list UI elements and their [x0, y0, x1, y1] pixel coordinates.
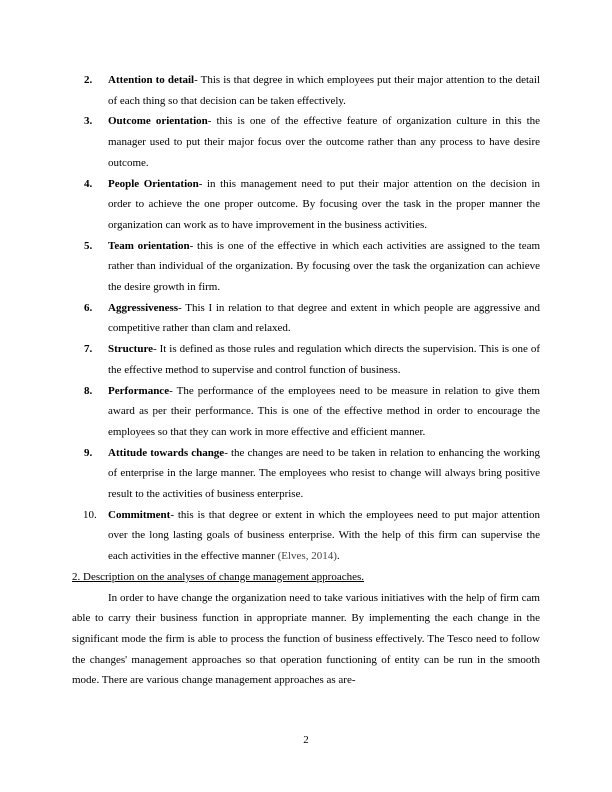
- list-item: [72, 174, 540, 236]
- list-item-text: - the changes are need to be taken in relation to enhancing the working of enterprise in the large manner. The employees who resist to change will always bring positive result to the activities of business enterprise.: [108, 446, 540, 501]
- list-item-number: 7.: [84, 343, 93, 356]
- list-item: [72, 381, 540, 443]
- list-item: [72, 443, 540, 505]
- list-item: [72, 111, 540, 173]
- list-item-term: Attention to detail: [108, 74, 195, 86]
- body-paragraph: In order to have change the organization need to take various initiatives with the help of firm cam able to carry their business function in appropriate manner. By implementing the each change in the significant mode the firm is able to process the function of business effectively. The Tesco need to follow the changes' management approaches so that operation functioning of entity can be run in the smooth mode. There are various change management approaches as are-: [72, 591, 540, 687]
- list-item-term: Team orientation: [108, 239, 190, 252]
- list-item: [72, 339, 540, 380]
- list-item-number: 8.: [84, 384, 93, 397]
- section-heading: 2. Description on the analyses of change management approaches.: [72, 570, 365, 583]
- list-item-number: 2.: [84, 74, 93, 86]
- list-item-number: 9.: [84, 446, 93, 459]
- list-item-number: 5.: [84, 239, 93, 252]
- list-item-trailing: .: [336, 550, 340, 563]
- document-page: [72, 70, 540, 691]
- list-item: [72, 298, 540, 339]
- list-item-number: 6.: [84, 301, 93, 314]
- page-number: 2: [303, 734, 309, 746]
- list-item-term: Outcome orientation: [108, 115, 208, 128]
- list-item-term: Commitment: [108, 508, 171, 521]
- list-item-term: Performance: [108, 384, 170, 397]
- list-item: [72, 236, 540, 298]
- list-item-number: 4.: [84, 177, 93, 190]
- list-item: [72, 70, 540, 111]
- list-item-term: Aggressiveness: [108, 301, 179, 314]
- list-item-text: - This is that degree in which employees put their major attention to the detail of each thing so that decision can be taken effectively.: [108, 74, 541, 107]
- list-item-number: 3.: [84, 115, 93, 128]
- list-item: [72, 505, 540, 567]
- citation: (Elves, 2014): [277, 550, 337, 563]
- list-item-text: - The performance of the employees need to be measure in relation to give them award as per their performance. This is one of the effective method in order to encourage the employees so that they can work in more effective and efficient manner.: [108, 384, 540, 438]
- culture-characteristics-list: [72, 70, 540, 567]
- list-item-term: People Orientation: [108, 177, 199, 190]
- list-item-text: - in this management need to put their major attention on the decision in order to achieve the one proper outcome. By focusing over the task in the proper manner the organization can work as to have improvement in the business activities.: [108, 177, 540, 231]
- list-item-term: Attitude towards change: [108, 446, 225, 459]
- list-item-text: - This I in relation to that degree and extent in which people are aggressive and competitive rather than clam and relaxed.: [108, 301, 540, 335]
- list-item-text: - this is one of the effective in which each activities are assigned to the team rather than individual of the organization. By focusing over the task the organization can achieve the desire growth in firm.: [108, 239, 541, 294]
- list-item-text: - this is that degree or extent in which the employees need to put major attention over the long lasting goals of business enterprise. With the help of this firm can supervise the each activities in the effective manner: [108, 508, 540, 563]
- list-item-number: 10.: [83, 508, 97, 521]
- list-item-text: - this is one of the effective feature of organization culture in this the manager used to put their major focus over the outcome rather than any process to have desire outcome.: [108, 115, 541, 169]
- list-item-term: Structure: [108, 343, 154, 356]
- list-item-text: - It is defined as those rules and regulation which directs the supervision. This is one of the effective method to supervise and control function of business.: [108, 343, 540, 376]
